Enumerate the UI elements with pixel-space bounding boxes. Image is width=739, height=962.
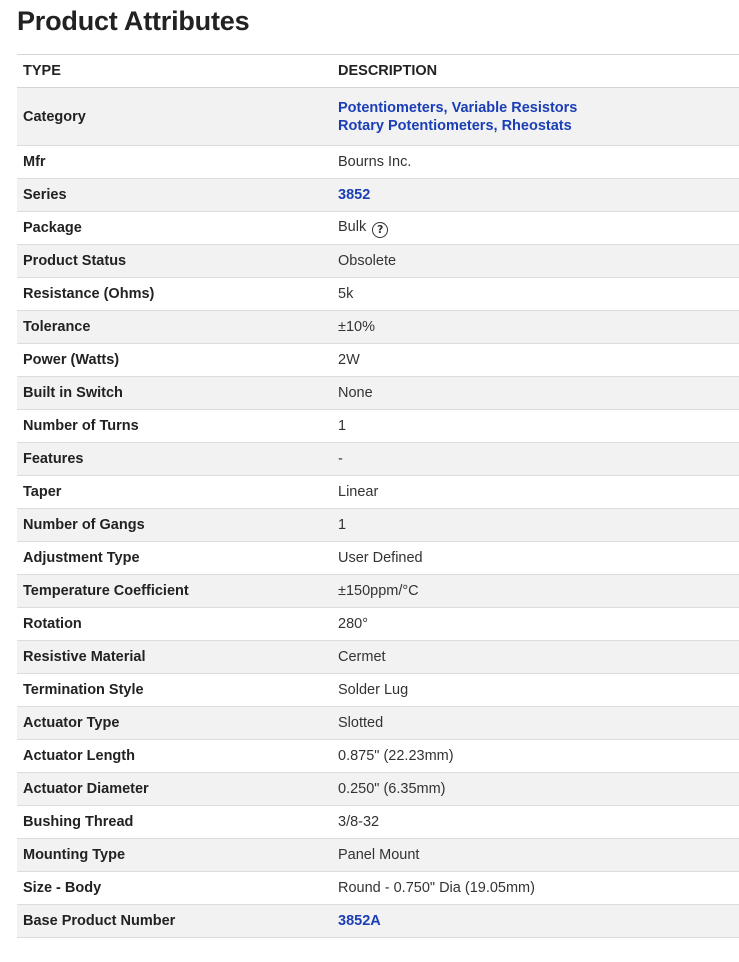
attribute-description [332,806,739,839]
attribute-value: None [338,385,373,401]
attribute-value: 5k [338,286,354,302]
attribute-value: Linear [338,484,379,500]
table-row [17,872,739,905]
table-row [17,707,739,740]
attribute-value: Obsolete [338,253,397,269]
description-column-header: DESCRIPTION [332,55,739,88]
type-column-header: TYPE [17,55,332,88]
attribute-link[interactable]: 3852A [338,913,381,929]
table-row [17,311,739,344]
table-row [17,146,739,179]
attribute-type: Number of Turns [17,410,332,443]
table-row [17,773,739,806]
attribute-type: Actuator Length [17,740,332,773]
table-row [17,88,739,146]
attribute-value: Bulk [338,218,367,235]
attribute-value: - [338,451,343,467]
attribute-type: Actuator Diameter [17,773,332,806]
attribute-description [332,740,739,773]
attribute-value: 1 [338,418,347,434]
table-row [17,212,739,245]
attribute-description [332,608,739,641]
table-row [17,575,739,608]
attribute-type: Built in Switch [17,377,332,410]
table-row [17,344,739,377]
attribute-description [332,88,739,146]
attribute-description [332,245,739,278]
attribute-type: Tolerance [17,311,332,344]
category-link[interactable]: Rotary Potentiometers, Rheostats [338,117,572,134]
attribute-description [332,344,739,377]
attribute-description [332,641,739,674]
attribute-description [332,575,739,608]
attributes-table [17,54,739,938]
attribute-value: ±150ppm/°C [338,583,419,599]
attribute-type: Base Product Number [17,905,332,938]
table-row [17,377,739,410]
attribute-description [332,311,739,344]
attribute-description [332,377,739,410]
attribute-value: ±10% [338,319,375,335]
attribute-description [332,146,739,179]
help-icon[interactable]: ? [372,222,388,238]
attribute-description [332,179,739,212]
attribute-description [332,410,739,443]
table-row [17,443,739,476]
attribute-description [332,773,739,806]
attribute-description [332,443,739,476]
attribute-type: Power (Watts) [17,344,332,377]
attribute-value: Cermet [338,649,386,665]
attribute-description [332,476,739,509]
table-row [17,509,739,542]
attribute-link[interactable]: 3852 [338,187,371,203]
table-row [17,740,739,773]
attribute-type: Rotation [17,608,332,641]
table-row [17,674,739,707]
attributes-table-body [17,88,739,938]
table-row [17,641,739,674]
table-row [17,608,739,641]
attribute-type: Termination Style [17,674,332,707]
table-row [17,905,739,938]
table-row [17,542,739,575]
attribute-description [332,872,739,905]
attribute-type: Size - Body [17,872,332,905]
table-row [17,410,739,443]
attribute-value: 2W [338,352,360,368]
table-row [17,476,739,509]
attribute-value: 3/8-32 [338,814,380,830]
attribute-description [332,212,739,245]
attribute-type: Package [17,212,332,245]
attribute-value: 0.250" (6.35mm) [338,781,446,797]
attribute-type: Actuator Type [17,707,332,740]
attribute-value: Panel Mount [338,847,420,863]
attribute-value: 1 [338,517,347,533]
attribute-description [332,707,739,740]
table-row [17,245,739,278]
table-row [17,179,739,212]
attribute-type: Mfr [17,146,332,179]
table-row [17,839,739,872]
attribute-type: Resistance (Ohms) [17,278,332,311]
attribute-type: Product Status [17,245,332,278]
attribute-type: Temperature Coefficient [17,575,332,608]
attribute-type: Resistive Material [17,641,332,674]
table-header-row [17,55,739,88]
attribute-type: Features [17,443,332,476]
attribute-type: Bushing Thread [17,806,332,839]
attribute-value: Solder Lug [338,682,409,698]
attribute-type: Category [17,88,332,146]
category-link[interactable]: Potentiometers, Variable Resistors [338,99,578,116]
table-row [17,806,739,839]
attribute-value: 280° [338,616,368,632]
attribute-value: Slotted [338,715,384,731]
attribute-value: Round - 0.750" Dia (19.05mm) [338,880,535,896]
attribute-description [332,278,739,311]
attribute-value: 0.875" (22.23mm) [338,748,454,764]
attribute-description [332,839,739,872]
attribute-description [332,509,739,542]
attribute-value: Bourns Inc. [338,154,412,170]
attribute-type: Series [17,179,332,212]
attribute-description [332,674,739,707]
attribute-description [332,542,739,575]
attribute-type: Taper [17,476,332,509]
attribute-type: Mounting Type [17,839,332,872]
attribute-description [332,905,739,938]
attribute-type: Number of Gangs [17,509,332,542]
table-row [17,278,739,311]
page-title: Product Attributes [17,6,250,36]
attribute-type: Adjustment Type [17,542,332,575]
attribute-value: User Defined [338,550,423,566]
